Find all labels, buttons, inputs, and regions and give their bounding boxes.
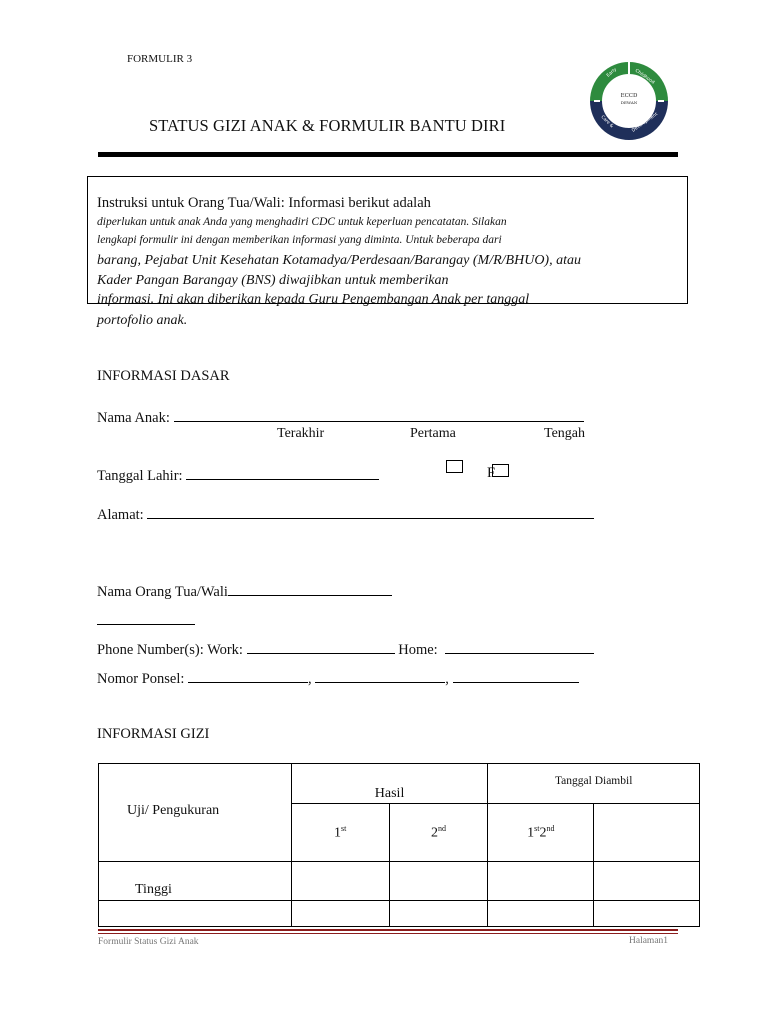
- mobile-field-2[interactable]: [315, 668, 445, 683]
- height-result-1[interactable]: [291, 862, 389, 901]
- result-first-header: 1st: [291, 804, 389, 862]
- sex-f-checkbox[interactable]: [492, 464, 509, 477]
- instructions-line6: informasi. Ini akan diberikan kepada Guru Pengembangan Anak per tanggal: [97, 292, 530, 307]
- date-first-second-header: 1st2nd: [488, 804, 594, 862]
- height-date-2[interactable]: [594, 862, 700, 901]
- logo-arc-text-2: Childhood: [633, 68, 656, 86]
- nutrition-table: [98, 763, 700, 927]
- page-title: STATUS GIZI ANAK & FORMULIR BANTU DIRI: [149, 116, 506, 135]
- phone-row: [97, 639, 594, 659]
- instructions-line7: portofolio anak.: [97, 313, 188, 328]
- nutrition-heading: INFORMASI GIZI: [97, 726, 210, 742]
- height-date-1[interactable]: [488, 862, 594, 901]
- height-result-2[interactable]: [389, 862, 488, 901]
- next-date-1[interactable]: [488, 901, 594, 927]
- sex-m-checkbox[interactable]: [446, 460, 463, 473]
- phone-work-label: Phone Number(s): Work:: [97, 642, 247, 658]
- next-result-2[interactable]: [389, 901, 488, 927]
- address-label: Alamat:: [97, 507, 148, 523]
- instructions-line3: lengkapi formulir ini dengan memberikan informasi yang diminta. Untuk beberapa dari: [97, 234, 502, 246]
- mobile-label: Nomor Ponsel:: [97, 671, 189, 687]
- instructions-line2: diperlukan untuk anak Anda yang menghadiri CDC untuk keperluan pencatatan. Silakan: [97, 216, 507, 228]
- form-number: FORMULIR 3: [127, 53, 193, 65]
- logo-arc-text-1: Early: [606, 67, 618, 79]
- name-sub-last: Terakhir: [277, 426, 325, 441]
- footer-form-name: Formulir Status Gizi Anak: [98, 937, 199, 947]
- logo-center-line2: DEWAN: [620, 100, 638, 105]
- date-empty-header: [594, 804, 700, 862]
- sex-f-label: F: [487, 465, 496, 481]
- next-result-1[interactable]: [291, 901, 389, 927]
- address-field[interactable]: [147, 504, 594, 519]
- child-name-row: [97, 407, 584, 427]
- address-row: [97, 504, 594, 524]
- logo-arc-text-3: Care &: [599, 114, 614, 130]
- eccd-logo: [588, 60, 670, 142]
- mobile-field-3[interactable]: [453, 668, 579, 683]
- phone-home-label: Home:: [394, 642, 442, 658]
- birth-date-label: Tanggal Lahir:: [97, 468, 187, 484]
- child-name-label: Nama Anak:: [97, 410, 174, 426]
- parent-field[interactable]: [228, 581, 392, 596]
- instructions-line5: Kader Pangan Barangay (BNS) diwajibkan untuk memberikan: [97, 273, 449, 288]
- mobile-comma-2: ,: [445, 671, 449, 687]
- result-second-header: 2nd: [389, 804, 488, 862]
- footer-rule-thin: [98, 933, 678, 934]
- birth-date-field[interactable]: [186, 465, 379, 480]
- name-sub-middle: Tengah: [544, 426, 586, 441]
- footer-page-number: Halaman1: [629, 936, 669, 946]
- logo-arc-text-4: Development: [631, 112, 659, 134]
- col-test-header: Uji/ Pengukuran: [99, 764, 292, 862]
- mobile-comma-1: ,: [308, 671, 312, 687]
- instructions-line1: Instruksi untuk Orang Tua/Wali: Informasi berikut adalah: [97, 195, 431, 211]
- mobile-row: [97, 668, 579, 688]
- name-sub-first: Pertama: [410, 426, 456, 441]
- next-date-2[interactable]: [594, 901, 700, 927]
- col-date-header: Tanggal Diambil: [488, 764, 700, 804]
- logo-center-line1: ECCD: [620, 93, 638, 99]
- instructions-line4: barang, Pejabat Unit Kesehatan Kotamadya/Perdesaan/Barangay (M/R/BHUO), atau: [97, 253, 581, 268]
- footer-rule: [98, 929, 678, 931]
- mobile-field-1[interactable]: [188, 668, 308, 683]
- birth-date-row: [97, 465, 379, 485]
- col-result-header: Hasil: [291, 764, 488, 804]
- title-rule: [98, 152, 678, 157]
- parent-row: [97, 581, 392, 601]
- parent-label: Nama Orang Tua/Wali: [97, 584, 228, 600]
- row-height-label: Tinggi: [99, 862, 292, 901]
- phone-work-field[interactable]: [247, 639, 395, 654]
- parent-field-continuation[interactable]: [97, 610, 195, 625]
- basic-info-heading: INFORMASI DASAR: [97, 368, 230, 384]
- child-name-field[interactable]: [174, 407, 584, 422]
- phone-home-field[interactable]: [445, 639, 594, 654]
- row-next-label: [99, 901, 292, 927]
